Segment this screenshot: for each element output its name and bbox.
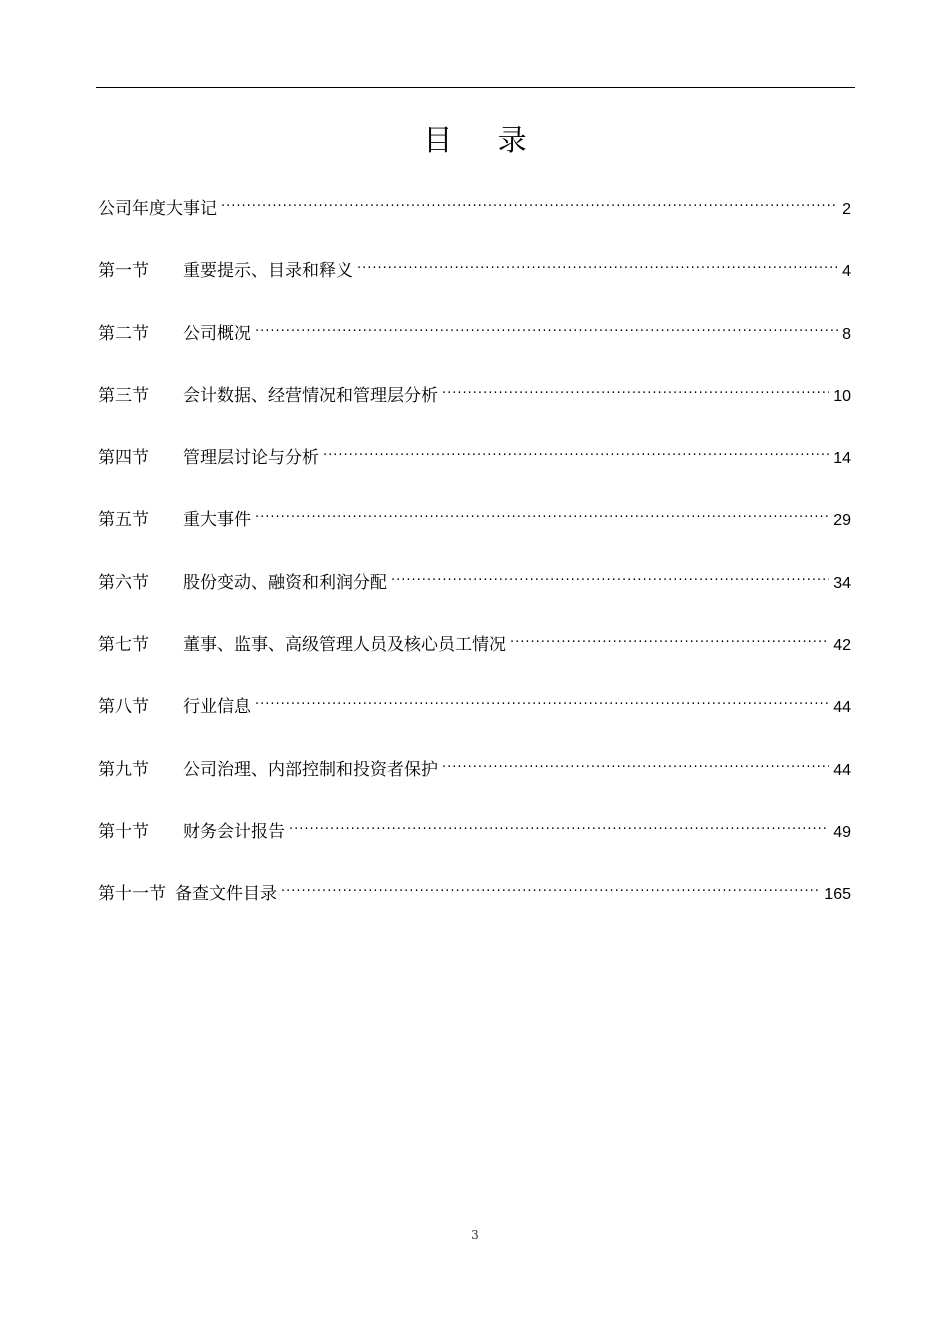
toc-entry-title[interactable]: 财务会计报告 bbox=[183, 821, 285, 842]
toc-section-label: 第十节 bbox=[98, 821, 149, 842]
toc-page-number[interactable]: 14 bbox=[833, 450, 851, 468]
toc-section-label: 第七节 bbox=[98, 635, 149, 656]
toc-section-label: 第一节 bbox=[98, 261, 149, 282]
toc-entry-section-9[interactable] bbox=[98, 755, 851, 817]
toc-section-label: 第十一节 bbox=[98, 884, 166, 905]
toc-entry-title[interactable]: 管理层讨论与分析 bbox=[183, 448, 319, 469]
toc-entry-section-1[interactable] bbox=[98, 256, 851, 318]
toc-leader-dots bbox=[221, 197, 838, 214]
toc-entry-title[interactable]: 会计数据、经营情况和管理层分析 bbox=[183, 385, 438, 406]
page-title: 目 录 bbox=[423, 123, 545, 157]
toc-page-number[interactable]: 49 bbox=[833, 823, 851, 841]
toc-entry-title[interactable]: 公司概况 bbox=[183, 323, 251, 344]
toc-leader-dots bbox=[510, 633, 829, 650]
toc-section-label: 第二节 bbox=[98, 323, 149, 344]
toc-leader-dots bbox=[323, 446, 829, 463]
toc-leader-dots bbox=[255, 508, 829, 525]
toc-leader-dots bbox=[391, 571, 829, 588]
toc-entry-section-10[interactable] bbox=[98, 817, 851, 879]
toc-page-number[interactable]: 4 bbox=[842, 263, 851, 281]
toc-leader-dots bbox=[442, 384, 829, 401]
toc-page-number[interactable]: 165 bbox=[824, 886, 851, 904]
toc-entry-section-3[interactable] bbox=[98, 381, 851, 443]
toc-entry-section-6[interactable] bbox=[98, 568, 851, 630]
toc-page-number[interactable]: 44 bbox=[833, 699, 851, 717]
toc-entry-title[interactable]: 重大事件 bbox=[183, 510, 251, 531]
toc-page-number[interactable]: 34 bbox=[833, 574, 851, 592]
toc-entry-section-5[interactable] bbox=[98, 505, 851, 567]
toc-section-label: 第三节 bbox=[98, 385, 149, 406]
toc-section-label: 第九节 bbox=[98, 759, 149, 780]
toc-page-number[interactable]: 10 bbox=[833, 387, 851, 405]
toc-section-label: 第八节 bbox=[98, 697, 149, 718]
toc-entry-title[interactable]: 重要提示、目录和释义 bbox=[183, 261, 353, 282]
toc-leader-dots bbox=[442, 758, 829, 775]
toc-leader-dots bbox=[357, 259, 838, 276]
toc-page-number[interactable]: 8 bbox=[842, 325, 851, 343]
toc-entry-section-4[interactable] bbox=[98, 443, 851, 505]
toc-entry-title[interactable]: 董事、监事、高级管理人员及核心员工情况 bbox=[183, 635, 506, 656]
toc-entry-section-11[interactable] bbox=[98, 879, 851, 941]
toc-entry-title[interactable]: 公司年度大事记 bbox=[98, 199, 217, 219]
toc-entry-section-2[interactable] bbox=[98, 319, 851, 381]
toc-entry-title[interactable]: 股份变动、融资和利润分配 bbox=[183, 572, 387, 593]
toc-page-number[interactable]: 44 bbox=[833, 761, 851, 779]
toc-page-number[interactable]: 2 bbox=[842, 201, 851, 218]
toc-entry-title[interactable]: 行业信息 bbox=[183, 697, 251, 718]
toc-entry-section-7[interactable] bbox=[98, 630, 851, 692]
toc-leader-dots bbox=[255, 322, 838, 339]
header-rule bbox=[96, 87, 855, 88]
toc-section-label: 第四节 bbox=[98, 448, 149, 469]
toc-leader-dots bbox=[255, 695, 829, 712]
page-footer-number: 3 bbox=[471, 1228, 479, 1242]
toc-leader-dots bbox=[281, 882, 820, 899]
toc-section-label: 第六节 bbox=[98, 572, 149, 593]
toc-leader-dots bbox=[289, 820, 829, 837]
table-of-contents bbox=[98, 194, 851, 942]
toc-page-number[interactable]: 29 bbox=[833, 512, 851, 530]
toc-section-label: 第五节 bbox=[98, 510, 149, 531]
toc-entry-section-8[interactable] bbox=[98, 692, 851, 754]
toc-page-number[interactable]: 42 bbox=[833, 637, 851, 655]
toc-entry-title[interactable]: 公司治理、内部控制和投资者保护 bbox=[183, 759, 438, 780]
toc-entry-annual-events[interactable] bbox=[98, 194, 851, 256]
toc-entry-title[interactable]: 备查文件目录 bbox=[175, 884, 277, 905]
